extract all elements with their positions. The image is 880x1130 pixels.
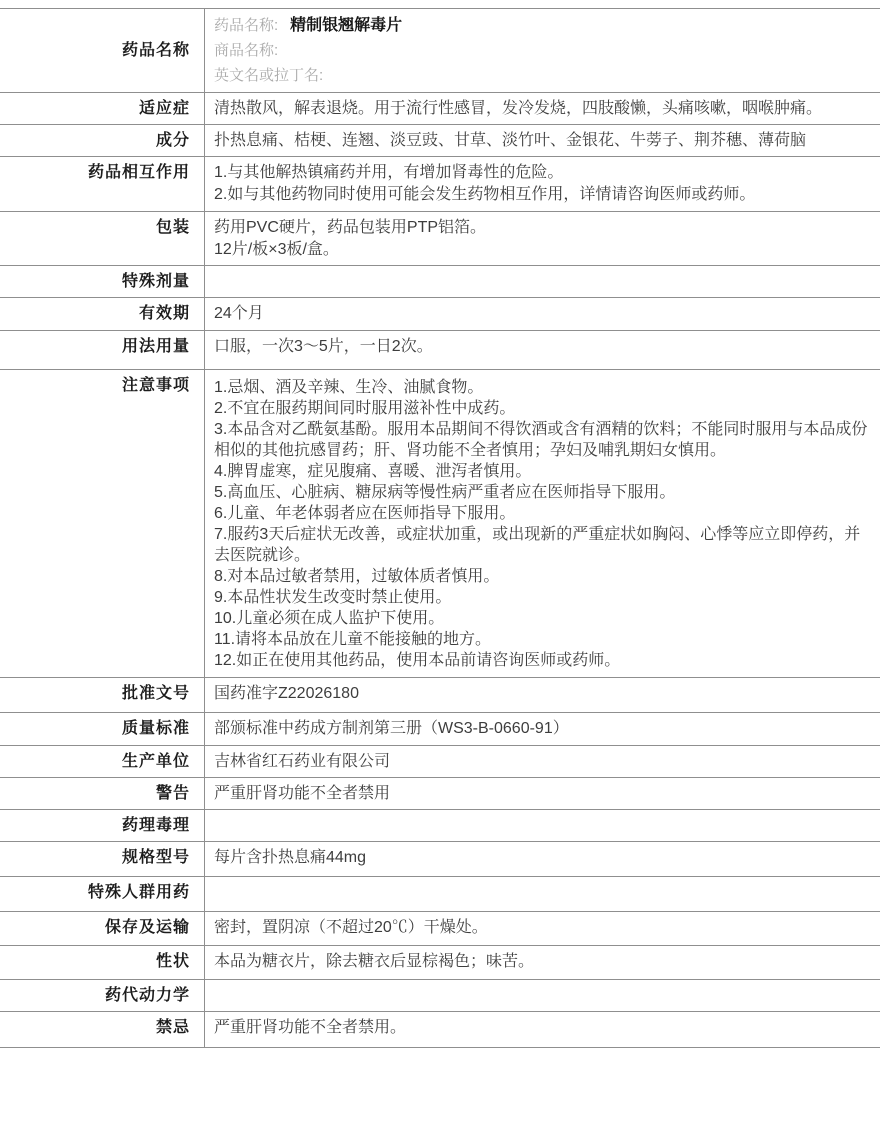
row-value-line: 24个月	[214, 305, 264, 322]
row-value-line: 扑热息痛、桔梗、连翘、淡豆豉、甘草、淡竹叶、金银花、牛蒡子、荆芥穗、薄荷脑	[214, 132, 807, 149]
row-value-line: 2.不宜在服药期间同时服用滋补性中成药。	[214, 400, 516, 417]
table-row-approval-number	[0, 677, 880, 712]
row-value	[205, 9, 880, 92]
table-row-quality-standard	[0, 712, 880, 745]
table-row-precautions	[0, 369, 880, 677]
row-label: 警告	[0, 778, 205, 809]
table-row-contraindications	[0, 1011, 880, 1047]
row-label: 成分	[0, 125, 205, 156]
row-value	[205, 810, 880, 841]
table-row-indications	[0, 92, 880, 124]
row-label: 质量标准	[0, 713, 205, 745]
table-row-specification	[0, 841, 880, 876]
row-label: 性状	[0, 946, 205, 979]
row-value-line: 严重肝肾功能不全者禁用	[214, 785, 391, 802]
row-value	[205, 212, 880, 265]
table-row-shelf-life	[0, 297, 880, 330]
row-value	[205, 842, 880, 876]
table-row-dosage-usage	[0, 330, 880, 369]
row-value	[205, 1012, 880, 1047]
row-value	[205, 331, 880, 369]
row-label: 适应症	[0, 93, 205, 124]
row-value	[205, 266, 880, 297]
row-value-line: 11.请将本品放在儿童不能接触的地方。	[214, 631, 492, 648]
row-value-line: 3.本品含对乙酰氨基酚。服用本品期间不得饮酒或含有酒精的饮料；不能同时服用与本品成份相似的其他抗感冒药；肝、肾功能不全者慎用；孕妇及哺乳期妇女慎用。	[214, 421, 868, 459]
row-value-line: 1.与其他解热镇痛药并用，有增加肾毒性的危险。	[214, 164, 564, 181]
row-label: 批准文号	[0, 678, 205, 712]
row-value-line: 9.本品性状发生改变时禁止使用。	[214, 589, 452, 606]
row-value-line: 严重肝肾功能不全者禁用。	[214, 1019, 407, 1036]
table-row-manufacturer	[0, 745, 880, 777]
table-row-storage-transport	[0, 911, 880, 945]
row-value-line: 吉林省红石药业有限公司	[214, 753, 391, 770]
row-value-line: 12.如正在使用其他药品，使用本品前请咨询医师或药师。	[214, 652, 621, 669]
row-value-line: 密封，置阴凉（不超过20℃）干燥处。	[214, 919, 488, 936]
row-label: 有效期	[0, 298, 205, 330]
row-label: 生产单位	[0, 746, 205, 777]
row-label: 注意事项	[0, 370, 205, 677]
row-value-line: 药用PVC硬片，药品包装用PTP铝箔。	[214, 219, 487, 236]
drug-name-line	[214, 13, 868, 38]
row-value	[205, 713, 880, 745]
row-value	[205, 157, 880, 211]
row-value	[205, 678, 880, 712]
row-value-line: 2.如与其他药物同时使用可能会发生药物相互作用，详情请咨询医师或药师。	[214, 186, 756, 203]
row-label: 保存及运输	[0, 912, 205, 945]
table-row-warning	[0, 777, 880, 809]
table-row-pharmacology-toxicology	[0, 809, 880, 841]
row-value-line: 10.儿童必须在成人监护下使用。	[214, 610, 445, 627]
row-value	[205, 912, 880, 945]
row-value	[205, 298, 880, 330]
row-value	[205, 93, 880, 124]
field-label: 药品名称:	[214, 17, 279, 34]
row-label: 药品相互作用	[0, 157, 205, 211]
row-value	[205, 980, 880, 1011]
row-value	[205, 778, 880, 809]
table-row-special-populations	[0, 876, 880, 911]
english-name-line	[214, 63, 868, 88]
drug-name-value: 精制银翘解毒片	[290, 17, 403, 34]
row-value-line: 8.对本品过敏者禁用，过敏体质者慎用。	[214, 568, 500, 585]
row-value-line: 7.服药3天后症状无改善，或症状加重，或出现新的严重症状如胸闷、心悸等应立即停药，并去医院就诊。	[214, 526, 861, 564]
row-value	[205, 877, 880, 911]
table-row-ingredients	[0, 124, 880, 156]
row-label: 包装	[0, 212, 205, 265]
row-label: 药品名称	[0, 9, 205, 92]
row-label: 用法用量	[0, 331, 205, 369]
row-label: 禁忌	[0, 1012, 205, 1047]
row-value-line: 每片含扑热息痛44mg	[214, 849, 367, 866]
row-label: 药理毒理	[0, 810, 205, 841]
table-row-drug-name	[0, 8, 880, 92]
table-row-pharmacokinetics	[0, 979, 880, 1011]
drug-info-table	[0, 8, 880, 1048]
row-label: 特殊剂量	[0, 266, 205, 297]
table-row-packaging	[0, 211, 880, 265]
row-value	[205, 946, 880, 979]
row-value	[205, 125, 880, 156]
row-value-line: 6.儿童、年老体弱者应在医师指导下服用。	[214, 505, 516, 522]
row-label: 特殊人群用药	[0, 877, 205, 911]
row-value-line: 4.脾胃虚寒，症见腹痛、喜暖、泄泻者慎用。	[214, 463, 532, 480]
table-row-drug-interactions	[0, 156, 880, 211]
row-value-line: 口服，一次3～5片，一日2次。	[214, 338, 433, 355]
row-value-line: 部颁标准中药成方制剂第三册（WS3-B-0660-91）	[214, 720, 569, 737]
row-value	[205, 746, 880, 777]
row-value-line: 国药准字Z22026180	[214, 685, 359, 702]
table-row-description	[0, 945, 880, 979]
row-value-line: 本品为糖衣片，除去糖衣后显棕褐色；味苦。	[214, 953, 535, 970]
row-label: 规格型号	[0, 842, 205, 876]
row-value	[205, 370, 880, 677]
row-value-line: 1.忌烟、酒及辛辣、生冷、油腻食物。	[214, 379, 484, 396]
row-value-line: 清热散风，解表退烧。用于流行性感冒，发冷发烧，四肢酸懒，头痛咳嗽，咽喉肿痛。	[214, 100, 823, 117]
row-value-line: 5.高血压、心脏病、糖尿病等慢性病严重者应在医师指导下服用。	[214, 484, 676, 501]
row-value-line: 12片/板×3板/盒。	[214, 241, 339, 258]
field-label: 商品名称:	[214, 42, 279, 59]
trade-name-line	[214, 38, 868, 63]
table-row-special-dosage	[0, 265, 880, 297]
row-label: 药代动力学	[0, 980, 205, 1011]
field-label: 英文名或拉丁名:	[214, 67, 324, 84]
